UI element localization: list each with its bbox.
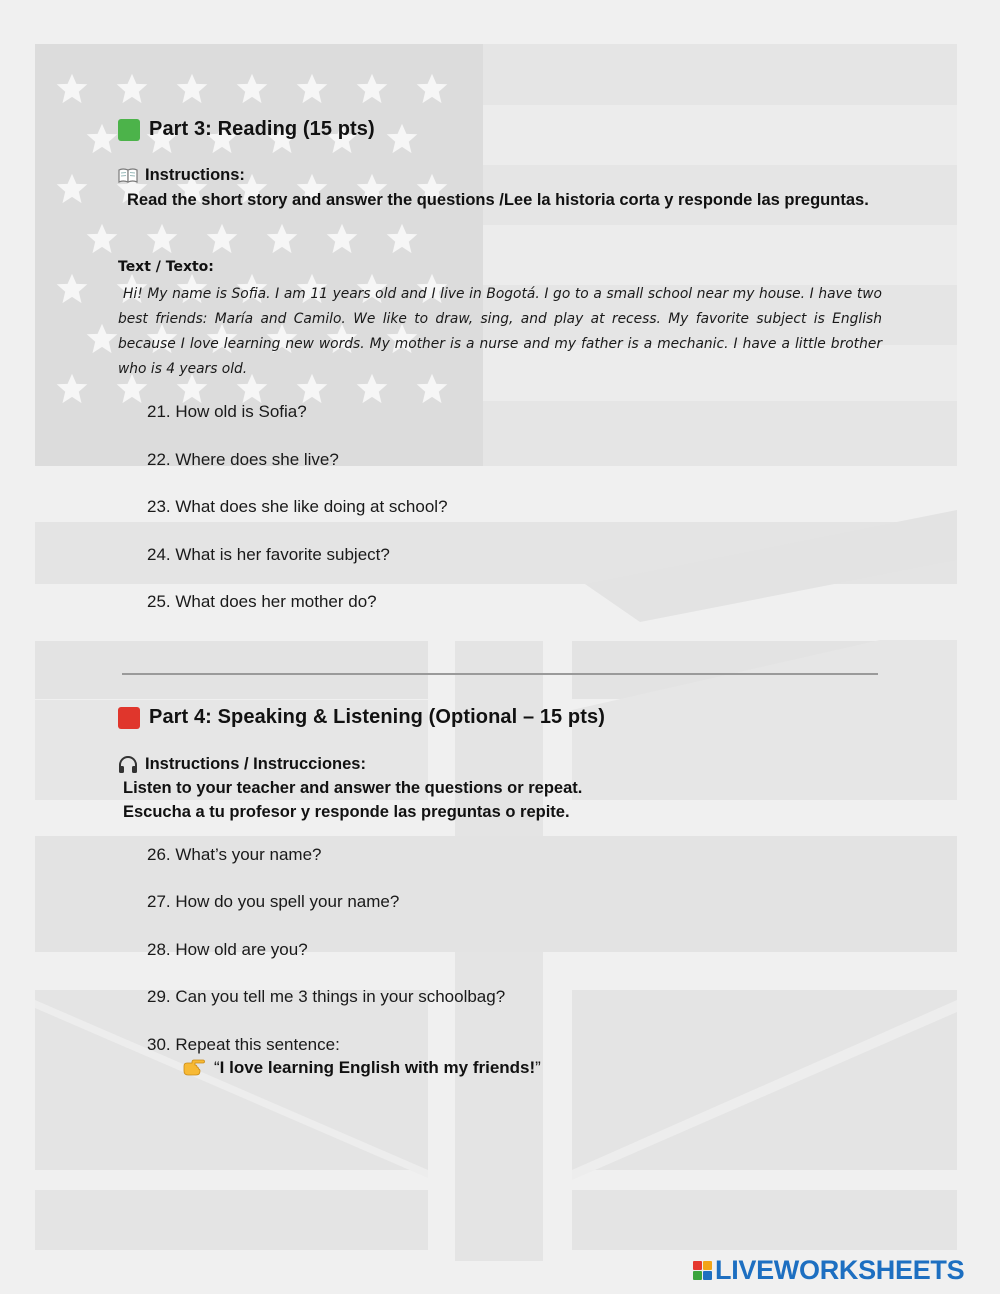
text-label: Text / Texto: — [118, 259, 214, 275]
green-square-icon — [118, 119, 140, 141]
logo-text: LIVEWORKSHEETS — [715, 1255, 965, 1285]
open-quote: “ — [214, 1058, 220, 1077]
part4-title: Part 4: Speaking & Listening (Optional – 15 pts) — [118, 706, 605, 729]
close-quote: ” — [535, 1058, 541, 1077]
question-24: 24. What is her favorite subject? — [147, 545, 390, 564]
part4-instructions-english: Listen to your teacher and answer the questions or repeat. — [123, 779, 583, 797]
repeat-sentence — [183, 1058, 541, 1078]
part3-title: Part 3: Reading (15 pts) — [118, 118, 375, 141]
question-22: 22. Where does she live? — [147, 450, 339, 469]
question-28: 28. How old are you? — [147, 940, 308, 959]
question-30: 30. Repeat this sentence: — [147, 1035, 340, 1054]
question-29: 29. Can you tell me 3 things in your schoolbag? — [147, 987, 506, 1006]
liveworksheets-logo — [693, 1255, 964, 1286]
question-25: 25. What does her mother do? — [147, 592, 377, 611]
question-27: 27. How do you spell your name? — [147, 892, 400, 911]
part3-instructions-text: Read the short story and answer the questions /Lee la historia corta y responde las preguntas. — [127, 191, 869, 209]
part3-instructions-heading: Instructions: — [118, 166, 245, 185]
question-21: 21. How old is Sofia? — [147, 402, 307, 421]
section-divider — [122, 673, 878, 675]
repeat-sentence-text: I love learning English with my friends! — [219, 1058, 536, 1077]
part4-instructions-heading: Instructions / Instrucciones: — [118, 755, 366, 774]
reading-story: Hi! My name is Sofia. I am 11 years old and I live in Bogotá. I go to a small school near my house. I have two best friends: María and Camilo. We like to draw, sing, and play at recess. My favorite subject is English because I love learning new words. My mother is a nurse and my father is a mechanic. I have a little brother who is 4 years old. — [118, 286, 882, 377]
question-26: 26. What’s your name? — [147, 845, 322, 864]
part4-instructions-spanish: Escucha a tu profesor y responde las preguntas o repite. — [123, 803, 570, 821]
red-square-icon — [118, 707, 140, 729]
question-23: 23. What does she like doing at school? — [147, 497, 448, 516]
pointing-hand-icon — [183, 1059, 205, 1077]
headphones-icon — [118, 756, 138, 774]
logo-blocks-icon — [693, 1261, 712, 1280]
book-icon — [118, 168, 138, 183]
